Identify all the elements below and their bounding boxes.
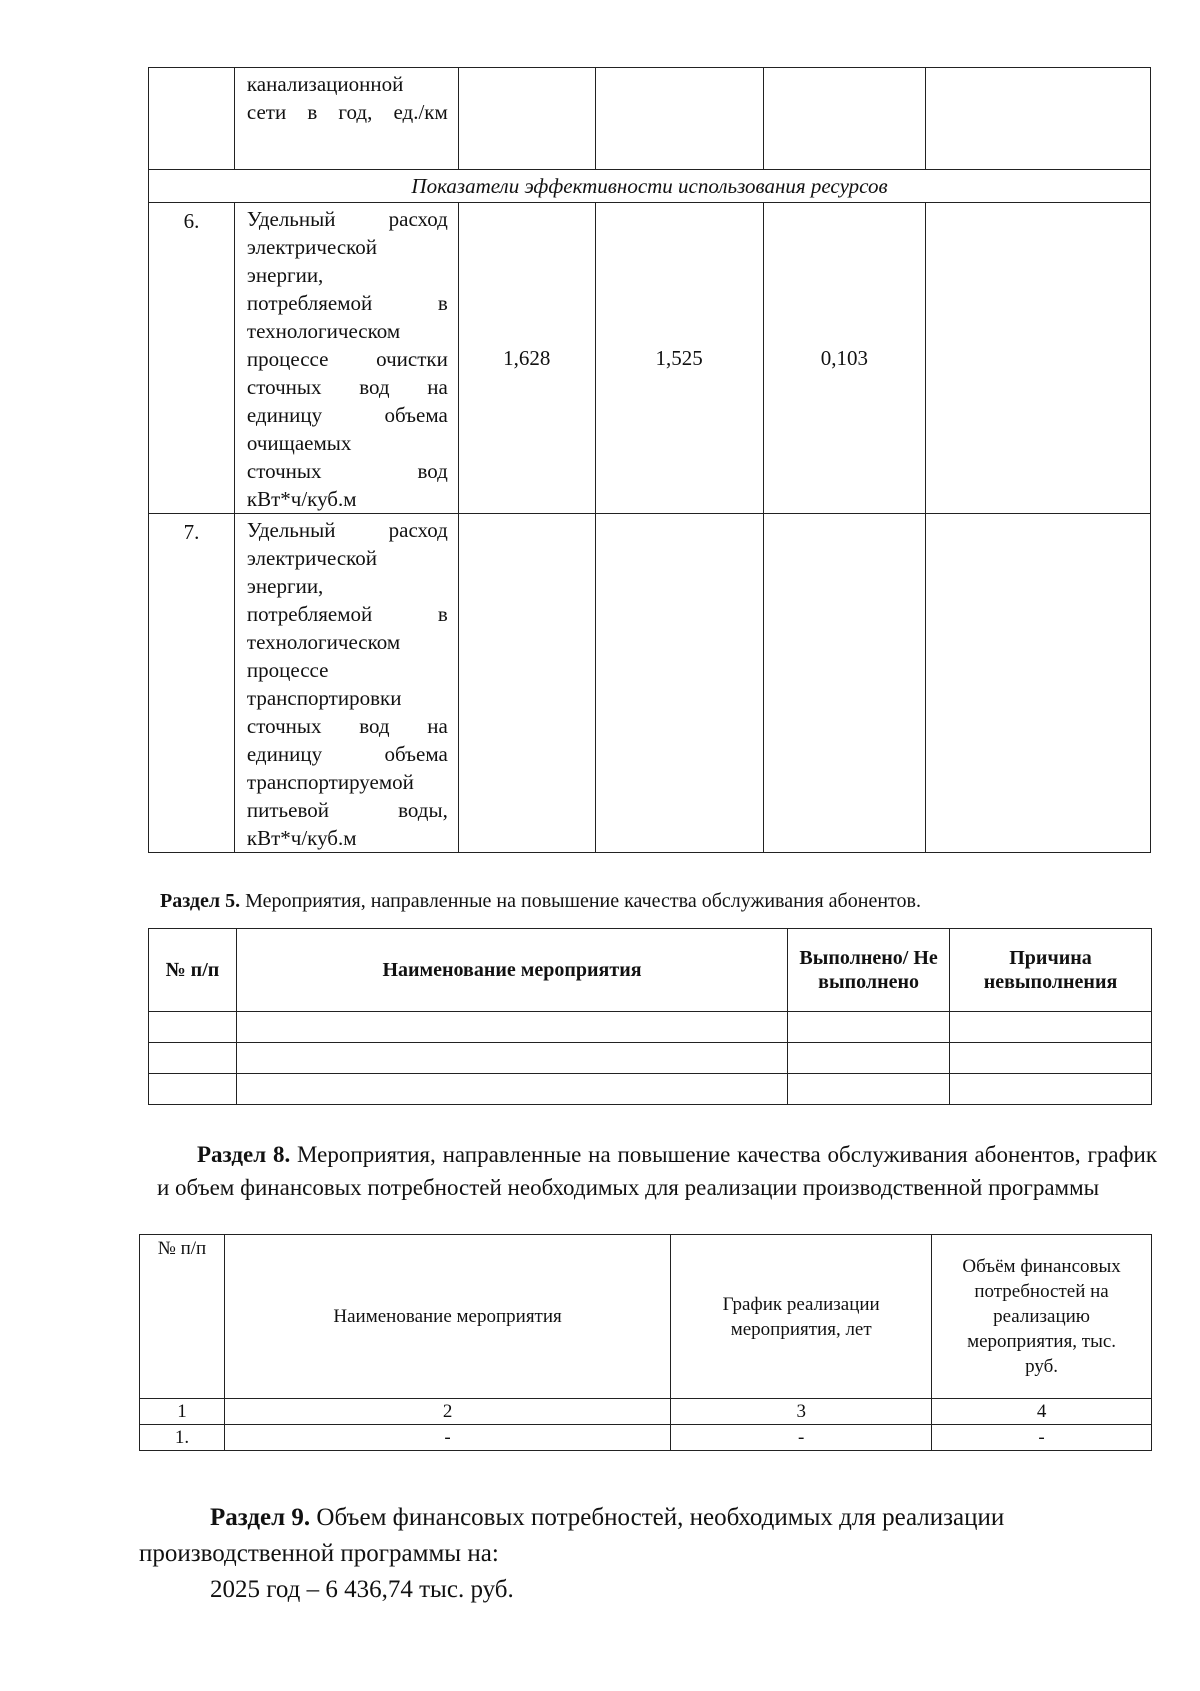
section8-title-bold: Раздел 8. [197,1142,291,1167]
section5-title-text: Мероприятия, направленные на повышение качества обслуживания абонентов. [240,890,921,912]
col-number: 1 [140,1399,225,1425]
col-number: 2 [224,1399,670,1425]
deviation-value: 0,103 [763,203,926,514]
name-line: очищаемых [246,431,352,455]
section-label: Показатели эффективности использования ресурсов [149,170,1151,203]
section8-title [157,1138,1157,1204]
note-value [926,203,1151,514]
table-row [149,1012,1152,1043]
name-line: сточных вод [246,459,448,483]
header-volume: Объём финансовых потребностей на реализацию мероприятия, тыс. руб. [932,1235,1152,1399]
name-line: электрической [246,546,378,570]
indicator-name-cell [234,203,458,514]
row-number-cell: 6. [149,203,235,514]
volume-cell: - [932,1425,1152,1451]
deviation-cell [763,68,926,170]
name-line: транспортируемой [246,770,414,794]
fact-value: 1,525 [595,203,763,514]
name-line: сточных вод на [246,375,448,399]
name-line: канализационной [246,72,404,96]
header-name: Наименование мероприятия [224,1235,670,1399]
name-line: Удельный расход [246,518,448,542]
name-line: электрической [246,235,378,259]
column-number-row [140,1399,1152,1425]
name-line: процессе [246,658,329,682]
table-row [149,203,1151,514]
table-row [149,68,1151,170]
note-cell [926,68,1151,170]
header-num: № п/п [149,929,237,1012]
section9-title-text: Объем финансовых потребностей, необходимых для реализации производственной программы на: [139,1504,1005,1567]
indicators-table [148,67,1151,853]
section5-title-bold: Раздел 5. [160,890,241,912]
row-number-cell [149,68,235,170]
table-row [149,1043,1152,1074]
table-header-row [140,1235,1152,1399]
name-line: транспортировки [246,686,402,710]
name-line: сточных вод на [246,714,448,738]
name-line: кВт*ч/куб.м [246,487,357,511]
section-header-row [149,170,1151,203]
header-num: № п/п [140,1235,225,1399]
plan-value: 1,628 [458,203,595,514]
section9 [139,1500,1149,1608]
name-line: сети в год, ед./км [246,100,448,124]
schedule-cell: - [671,1425,932,1451]
table-row [140,1425,1152,1451]
header-reason: Причина невыполнения [950,929,1152,1012]
table-header-row [149,929,1152,1012]
table-row [149,1074,1152,1105]
section5-table [148,928,1152,1105]
row-number-cell: 7. [149,514,235,853]
section9-value-line: 2025 год – 6 436,74 тыс. руб. [210,1576,514,1603]
name-line: энергии, [246,263,324,287]
name-line: кВт*ч/куб.м [246,826,357,850]
col-number: 3 [671,1399,932,1425]
name-line: потребляемой в [246,291,448,315]
section8-title-text: Мероприятия, направленные на повышение качества обслуживания абонентов, график и объем финансовых потребностей необходимых для реализации производственной программы [157,1142,1158,1200]
section9-title-bold: Раздел 9. [210,1504,311,1531]
table-row [149,514,1151,853]
indicator-name-cell [234,514,458,853]
plan-cell [458,68,595,170]
name-line: технологическом [246,319,401,343]
header-name: Наименование мероприятия [236,929,787,1012]
col-number: 4 [932,1399,1152,1425]
header-schedule: График реализации мероприятия, лет [671,1235,932,1399]
section5-title [160,890,921,913]
fact-cell [595,68,763,170]
name-line: процессе очистки [246,347,448,371]
name-line: энергии, [246,574,324,598]
event-name-cell: - [224,1425,670,1451]
section8-table [139,1234,1152,1451]
name-line: Удельный расход [246,207,448,231]
section9-title [139,1500,1149,1572]
name-line: питьевой воды, [246,798,448,822]
plan-value [458,514,595,853]
name-line: единицу объема [246,403,448,427]
name-line: единицу объема [246,742,448,766]
note-value [926,514,1151,853]
indicator-name-cell [234,68,458,170]
deviation-value [763,514,926,853]
row-number-cell: 1. [140,1425,225,1451]
fact-value [595,514,763,853]
name-line: потребляемой в [246,602,448,626]
header-done: Выполнено/ Не выполнено [788,929,950,1012]
name-line: технологическом [246,630,401,654]
